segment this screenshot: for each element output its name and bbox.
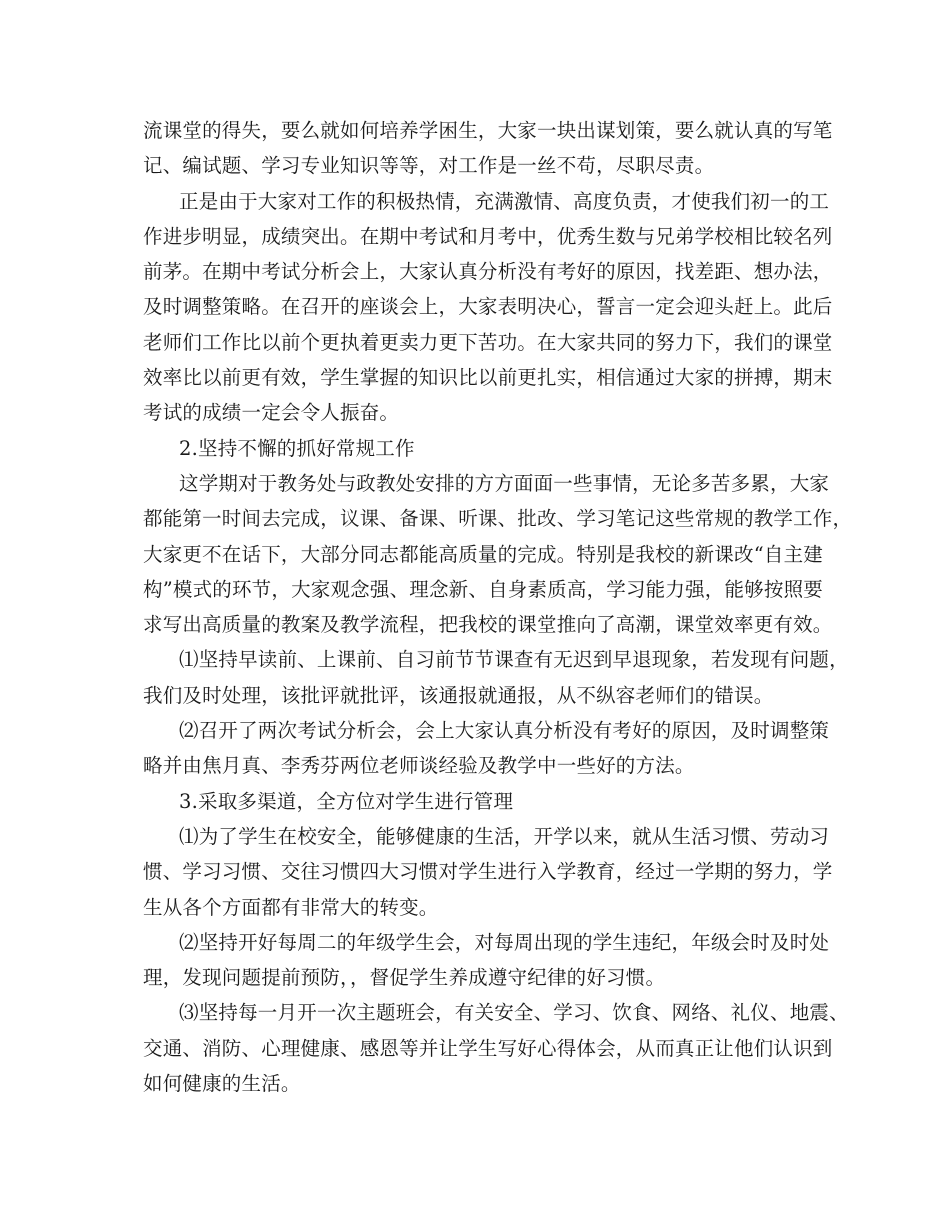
- text-line: 求写出高质量的教案及教学流程，把我校的课堂推向了高潮，课堂效率更有效。: [143, 613, 833, 637]
- text-line: 考试的成绩一定会令人振奋。: [143, 401, 400, 425]
- text-line: 前茅。在期中考试分析会上，大家认真分析没有考好的原因，找差距、想办法，: [143, 260, 833, 284]
- text-line: 老师们工作比以前个更执着更卖力更下苦功。在大家共同的努力下，我们的课堂: [143, 330, 833, 354]
- text-line: 我们及时处理，该批评就批评，该通报就通报，从不纵容老师们的错误。: [143, 683, 774, 707]
- text-line: 如何健康的生活。: [143, 1072, 301, 1096]
- text-line: 大家更不在话下，大部分同志都能高质量的完成。特别是我校的新课改“自主建: [143, 542, 823, 566]
- text-line: 3.采取多渠道，全方位对学生进行管理: [179, 789, 514, 813]
- text-line: 效率比以前更有效，学生掌握的知识比以前更扎实，相信通过大家的拼搏，期末: [143, 366, 833, 390]
- text-line: 及时调整策略。在召开的座谈会上，大家表明决心，誓言一定会迎头赶上。此后: [143, 295, 833, 319]
- text-line: 理，发现问题提前预防，，督促学生养成遵守纪律的好习惯。: [143, 966, 666, 990]
- text-line: ⑵坚持开好每周二的年级学生会，对每周出现的学生违纪，年级会时及时处: [179, 930, 830, 954]
- text-line: 2.坚持不懈的抓好常规工作: [179, 436, 415, 460]
- text-line: ⑴为了学生在校安全，能够健康的生活，开学以来，就从生活习惯、劳动习: [179, 824, 830, 848]
- text-line: 交通、消防、心理健康、感恩等并让学生写好心得体会，从而真正让他们认识到: [143, 1036, 833, 1060]
- text-line: 惯、学习习惯、交往习惯四大习惯对学生进行入学教育，经过一学期的努力，学: [143, 860, 833, 884]
- text-line: 略并由焦月真、李秀芬两位老师谈经验及教学中一些好的方法。: [143, 754, 695, 778]
- text-line: ⑵召开了两次考试分析会，会上大家认真分析没有考好的原因，及时调整策: [179, 719, 830, 743]
- text-line: 流课堂的得失，要么就如何培养学困生，大家一块出谋划策，要么就认真的写笔: [143, 119, 833, 142]
- text-line: 这学期对于教务处与政教处安排的方方面面一些事情，无论多苦多累，大家: [179, 471, 830, 495]
- text-line: ⑴坚持早读前、上课前、自习前节节课查有无迟到早退现象，若发现有问题，: [179, 648, 849, 672]
- text-line: 都能第一时间去完成，议课、备课、听课、批改、学习笔记这些常规的教学工作，: [143, 507, 853, 531]
- text-line: ⑶坚持每一月开一次主题班会，有关安全、学习、饮食、网络、礼仪、地震、: [179, 1001, 849, 1025]
- text-line: 记、编试题、学习专业知识等等，对工作是一丝不苟，尽职尽责。: [143, 154, 715, 178]
- text-line: 生从各个方面都有非常大的转变。: [143, 895, 439, 919]
- text-line: 正是由于大家对工作的积极热情，充满激情、高度负责，才使我们初一的工: [179, 189, 830, 213]
- text-line: 构”模式的环节，大家观念强、理念新、自身素质高，学习能力强，能够按照要: [143, 577, 823, 601]
- document-body: [143, 113, 853, 1101]
- text-line: 作进步明显，成绩突出。在期中考试和月考中，优秀生数与兄弟学校相比较名列: [143, 224, 833, 248]
